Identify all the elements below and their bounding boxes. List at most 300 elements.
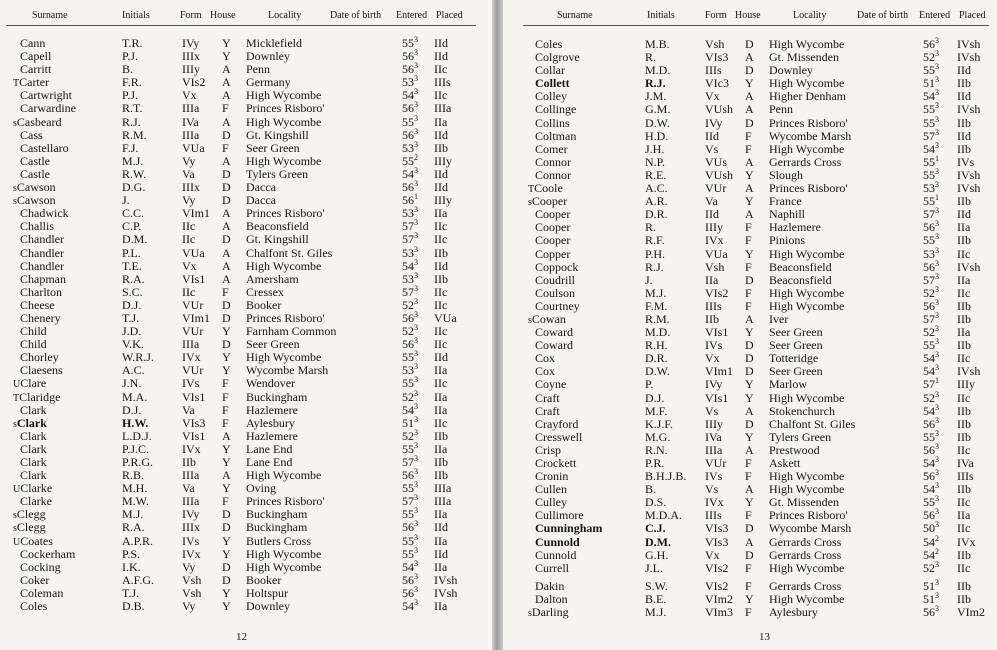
surname: Casbeard xyxy=(16,114,62,129)
initials: M.W. xyxy=(122,494,149,509)
initials: R.J. xyxy=(645,76,666,91)
surname: Coleman xyxy=(20,585,64,600)
form: Vy xyxy=(182,153,196,168)
form: IIIa xyxy=(182,337,200,352)
entered-term: 3 xyxy=(935,140,939,150)
initials: J.H. xyxy=(645,141,665,156)
surname: Clarke xyxy=(20,481,53,496)
status-prefix: s xyxy=(13,418,17,430)
surname: Capell xyxy=(20,49,52,64)
locality: Chalfont St. Giles xyxy=(769,416,856,431)
status-prefix: s xyxy=(528,314,532,326)
form: IVs xyxy=(182,376,200,391)
locality: High Wycombe xyxy=(769,76,845,91)
house: Y xyxy=(222,324,231,339)
surname: Crayford xyxy=(535,416,579,431)
form: IVa xyxy=(182,114,199,129)
house: F xyxy=(222,101,229,116)
column-header-row xyxy=(503,10,997,24)
locality: Pinions xyxy=(769,233,806,248)
placed: IVsh xyxy=(957,50,981,65)
form: IIIa xyxy=(182,127,200,142)
form: Vsh xyxy=(705,37,725,51)
locality: Lane End xyxy=(246,441,293,456)
entered-term: 3 xyxy=(414,270,418,280)
entered-term: 3 xyxy=(414,349,418,359)
entered-year: 52 xyxy=(402,324,414,339)
initials: M.D.A. xyxy=(645,508,683,523)
form: IVx xyxy=(182,441,201,456)
initials: A.R. xyxy=(645,194,668,209)
locality: Iver xyxy=(769,311,789,326)
page-number: 12 xyxy=(236,631,247,643)
form: IIIy xyxy=(705,220,723,235)
entered-term: 3 xyxy=(414,257,418,267)
placed: IVsh xyxy=(957,364,981,379)
form: VIm1 xyxy=(182,206,210,221)
entered-year: 55 xyxy=(923,194,935,209)
house: D xyxy=(745,272,754,287)
entered-term: 1 xyxy=(935,193,939,203)
entered-term: 3 xyxy=(414,598,418,608)
placed: IVs xyxy=(957,154,975,169)
initials: D.B. xyxy=(122,599,145,614)
surname: Cresswell xyxy=(535,429,583,444)
surname: Cunnold xyxy=(535,534,580,549)
header-house: House xyxy=(210,10,236,21)
house: A xyxy=(222,75,231,90)
locality: Downley xyxy=(769,63,813,78)
initials: B. xyxy=(645,482,657,497)
form: IVy xyxy=(705,377,723,392)
entered-year: 55 xyxy=(402,481,414,496)
entered-term: 3 xyxy=(414,545,418,555)
surname: Cullen xyxy=(535,482,567,497)
register-row xyxy=(0,414,492,430)
locality: Penn xyxy=(769,102,793,117)
placed: IIa xyxy=(434,363,448,378)
entered-year: 55 xyxy=(923,154,935,169)
surname: Claesens xyxy=(20,363,63,378)
initials: R.H. xyxy=(645,338,668,353)
entered-term: 3 xyxy=(414,336,418,346)
entered-term: 3 xyxy=(414,309,418,319)
locality: Hazlemere xyxy=(246,428,298,443)
entered-year: 52 xyxy=(923,560,935,575)
initials: M.H. xyxy=(122,481,148,496)
house: Y xyxy=(745,390,754,405)
form: VUr xyxy=(705,181,727,196)
entered-term: 3 xyxy=(935,481,939,491)
house: Y xyxy=(222,481,231,496)
entered-year: 51 xyxy=(923,578,935,593)
placed: VIm2 xyxy=(957,605,985,620)
entered-term: 3 xyxy=(935,219,939,229)
placed: IVa xyxy=(957,456,974,470)
house: F xyxy=(745,508,752,523)
house: F xyxy=(745,259,752,274)
form: VIs3 xyxy=(705,521,729,536)
initials: V.K. xyxy=(122,337,144,352)
form: IIIy xyxy=(705,416,723,431)
initials: P.R.G. xyxy=(122,455,154,469)
initials: M.J. xyxy=(122,507,144,522)
entered-term: 3 xyxy=(414,558,418,568)
status-prefix: s xyxy=(13,183,17,195)
entered-year: 57 xyxy=(402,284,414,299)
placed: IIa xyxy=(434,599,448,614)
initials: A.F.G. xyxy=(122,572,155,587)
placed: IId xyxy=(434,36,448,50)
placed: IIIs xyxy=(957,469,974,484)
initials: D.G. xyxy=(122,180,146,195)
surname: Cocking xyxy=(20,559,61,574)
locality: High Wycombe xyxy=(246,350,322,365)
entered-term: 3 xyxy=(414,440,418,450)
initials: P.J.C. xyxy=(122,441,150,456)
entered-year: 56 xyxy=(923,508,935,523)
house: F xyxy=(222,140,229,155)
form: VUsh xyxy=(705,167,734,182)
surname: Coward xyxy=(535,325,573,340)
placed: IIc xyxy=(434,219,448,234)
surname: Child xyxy=(20,337,47,352)
form: Vx xyxy=(182,258,197,273)
house: A xyxy=(222,271,231,286)
placed: IId xyxy=(957,89,971,104)
entered-term: 3 xyxy=(414,139,418,149)
house: F xyxy=(745,605,752,620)
register-row xyxy=(0,233,492,246)
register-row xyxy=(0,296,492,312)
house: D xyxy=(222,520,231,535)
entered-year: 51 xyxy=(923,591,935,606)
form: VIc3 xyxy=(705,76,729,91)
header-surname: Surname xyxy=(557,10,593,21)
entered-term: 3 xyxy=(935,232,939,242)
initials: B. xyxy=(122,62,134,77)
house: D xyxy=(222,297,231,312)
entered-year: 53 xyxy=(402,75,414,90)
entered-term: 3 xyxy=(935,114,939,124)
entered-year: 54 xyxy=(402,88,414,103)
entered-year: 56 xyxy=(923,37,935,51)
placed: IIb xyxy=(957,403,971,418)
entered-term: 3 xyxy=(935,62,939,72)
surname: Collinge xyxy=(535,102,577,117)
house: D xyxy=(745,115,754,130)
entered-year: 53 xyxy=(402,363,414,378)
house: A xyxy=(222,468,231,483)
entered-year: 54 xyxy=(402,258,414,273)
placed: IIc xyxy=(957,560,971,575)
placed: IIIy xyxy=(434,153,452,168)
entered-term: 1 xyxy=(414,192,418,202)
locality: Gerrards Cross xyxy=(769,534,842,549)
surname: Colley xyxy=(535,89,567,104)
register-rows xyxy=(0,37,492,613)
register-row xyxy=(0,113,492,129)
locality: Beaconsfield xyxy=(246,219,309,234)
locality: Dacca xyxy=(246,193,276,208)
surname: Coates xyxy=(20,533,53,548)
locality: Seer Green xyxy=(246,337,300,352)
surname: Cawson xyxy=(16,193,56,208)
form: IIIa xyxy=(182,468,200,483)
entered-year: 56 xyxy=(402,337,414,352)
form: VUs xyxy=(705,154,728,169)
house: Y xyxy=(745,377,754,392)
entered-term: 3 xyxy=(935,559,939,569)
entered-year: 52 xyxy=(923,325,935,340)
house: F xyxy=(745,560,752,575)
locality: Wycombe Marsh xyxy=(769,521,852,536)
surname: Chapman xyxy=(20,271,66,286)
entered-term: 3 xyxy=(935,402,939,412)
locality: Gerrards Cross xyxy=(769,547,842,562)
form: Vx xyxy=(705,89,720,104)
placed: IId xyxy=(434,127,448,142)
house: Y xyxy=(745,591,754,606)
entered-year: 57 xyxy=(402,232,414,247)
entered-term: 3 xyxy=(935,577,939,587)
form: IVs xyxy=(705,469,723,484)
form: VIs2 xyxy=(705,285,729,300)
initials: J.M. xyxy=(645,89,667,104)
house: A xyxy=(222,88,231,103)
entered-year: 55 xyxy=(402,114,414,129)
entered-term: 3 xyxy=(935,49,939,59)
locality: High Wycombe xyxy=(246,114,322,129)
locality: Gt. Kingshill xyxy=(246,127,309,142)
register-row xyxy=(0,283,492,299)
entered-year: 52 xyxy=(923,50,935,65)
entered-term: 3 xyxy=(414,205,418,215)
left-page xyxy=(0,0,492,650)
entered-year: 55 xyxy=(923,495,935,510)
header-entered: Entered xyxy=(396,10,428,21)
form: Vsh xyxy=(705,259,725,274)
surname: Castellaro xyxy=(20,140,69,155)
surname-cell xyxy=(20,600,47,614)
surname: Connor xyxy=(535,154,571,169)
locality: Princes Risboro' xyxy=(246,494,325,509)
locality: Downley xyxy=(246,599,290,614)
entered-year: 56 xyxy=(402,62,414,77)
form: IId xyxy=(705,207,719,222)
surname: Claridge xyxy=(19,389,61,404)
initials: M.A. xyxy=(122,389,148,404)
surname: Chadwick xyxy=(20,206,69,221)
initials: R.M. xyxy=(645,311,670,326)
surname: Connor xyxy=(535,167,571,182)
placed: IIa xyxy=(434,206,448,221)
placed: IIa xyxy=(957,272,971,287)
entered-term: 3 xyxy=(935,520,939,530)
entered-year: 55 xyxy=(923,338,935,353)
house: Y xyxy=(745,495,754,510)
entered-year: 52 xyxy=(402,389,414,404)
locality: Beaconsfield xyxy=(769,272,832,287)
surname: Coulson xyxy=(535,285,576,300)
placed: IId xyxy=(434,350,448,365)
initials: H.D. xyxy=(645,128,669,143)
house: Y xyxy=(222,585,231,600)
locality: High Wycombe xyxy=(769,141,845,156)
header-placed: Placed xyxy=(436,10,463,21)
entered-term: 3 xyxy=(935,468,939,478)
surname: Cooper xyxy=(535,233,571,248)
entered-term: 3 xyxy=(414,480,418,490)
house: D xyxy=(222,180,231,195)
entered-year: 56 xyxy=(402,49,414,64)
status-prefix: s xyxy=(13,523,17,535)
house: D xyxy=(745,351,754,366)
locality: High Wycombe xyxy=(246,258,322,273)
surname: Castle xyxy=(20,166,50,181)
form: IIIa xyxy=(182,101,200,116)
house: F xyxy=(745,469,752,484)
locality: Dacca xyxy=(246,180,276,195)
locality: France xyxy=(769,194,802,209)
surname: Collar xyxy=(535,63,565,78)
locality: Chalfont St. Giles xyxy=(246,245,333,260)
placed: IVsh xyxy=(957,181,981,196)
house: D xyxy=(222,559,231,574)
entered-term: 2 xyxy=(414,152,418,162)
locality: Hazlemere xyxy=(246,402,298,417)
locality: Askett xyxy=(769,456,801,470)
house: Y xyxy=(745,167,754,182)
entered-term: 3 xyxy=(414,296,418,306)
placed: IIa xyxy=(957,508,971,523)
entered-year: 56 xyxy=(402,193,414,208)
placed: IIb xyxy=(957,311,971,326)
form: Vs xyxy=(705,403,719,418)
house: A xyxy=(745,50,754,65)
entered-year: 56 xyxy=(402,101,414,116)
locality: Gt. Missenden xyxy=(769,50,839,65)
placed: IIa xyxy=(434,402,448,417)
placed: IId xyxy=(957,128,971,143)
entered-year: 54 xyxy=(923,547,935,562)
surname: Chandler xyxy=(20,232,64,247)
surname: Cass xyxy=(20,127,43,142)
entered-year: 55 xyxy=(923,167,935,182)
initials: R.N. xyxy=(645,442,668,457)
locality: Tylers Green xyxy=(769,429,832,444)
house: D xyxy=(222,572,231,587)
house: A xyxy=(745,534,754,549)
locality: Downley xyxy=(246,49,290,64)
locality: Wendover xyxy=(246,376,296,391)
locality: Germany xyxy=(246,75,291,90)
house: Y xyxy=(222,533,231,548)
surname: Cheese xyxy=(20,297,55,312)
form: VIs3 xyxy=(182,415,206,430)
entered-year: 57 xyxy=(402,455,414,469)
header-date-of-birth: Date of birth xyxy=(330,10,382,21)
surname: Copper xyxy=(535,246,571,261)
entered-year: 57 xyxy=(923,272,935,287)
house: F xyxy=(745,578,752,593)
entered-year: 54 xyxy=(923,141,935,156)
entered-year: 55 xyxy=(402,533,414,548)
house: A xyxy=(745,89,754,104)
entered-year: 56 xyxy=(923,298,935,313)
status-prefix: T xyxy=(13,392,20,404)
entered-term: 3 xyxy=(414,48,418,58)
placed: IIc xyxy=(434,337,448,352)
form: VIs1 xyxy=(182,271,206,286)
initials: S.W. xyxy=(645,578,668,593)
placed: IIc xyxy=(434,415,448,430)
placed: IIc xyxy=(957,351,971,366)
entered-year: 56 xyxy=(402,572,414,587)
placed: IId xyxy=(434,49,448,64)
locality: High Wycombe xyxy=(769,37,845,51)
form: VUr xyxy=(182,297,204,312)
placed: IIIs xyxy=(434,75,451,90)
entered-term: 3 xyxy=(414,231,418,241)
form: VIm3 xyxy=(705,605,733,620)
surname: Courtney xyxy=(535,298,580,313)
locality: Hazlemere xyxy=(769,220,821,235)
form: IVx xyxy=(705,495,724,510)
form: VUa xyxy=(182,245,205,260)
header-form: Form xyxy=(180,10,202,21)
entered-term: 1 xyxy=(935,153,939,163)
form: IId xyxy=(705,128,719,143)
placed: IIc xyxy=(434,324,448,339)
locality: High Wycombe xyxy=(769,298,845,313)
book-gutter xyxy=(492,0,503,650)
entered-year: 55 xyxy=(923,102,935,117)
locality: High Wycombe xyxy=(769,482,845,497)
header-locality: Locality xyxy=(793,10,827,21)
locality: Prestwood xyxy=(769,442,820,457)
entered-year: 54 xyxy=(402,559,414,574)
placed: IIa xyxy=(434,533,448,548)
locality: Farnham Common xyxy=(246,324,337,339)
entered-year: 53 xyxy=(402,271,414,286)
entered-year: 52 xyxy=(402,428,414,443)
form: VUa xyxy=(705,246,728,261)
entered-year: 54 xyxy=(402,166,414,181)
entered-term: 3 xyxy=(414,532,418,542)
entered-term: 3 xyxy=(935,245,939,255)
register-row xyxy=(0,126,492,142)
placed: IIb xyxy=(957,233,971,248)
entered-term: 3 xyxy=(935,337,939,347)
initials: S.C. xyxy=(122,284,143,299)
initials: A.C. xyxy=(645,181,668,196)
initials: L.D.J. xyxy=(122,428,152,443)
form: IIIa xyxy=(182,494,200,509)
form: IIIy xyxy=(182,62,200,77)
entered-term: 3 xyxy=(935,604,939,614)
form: IIIx xyxy=(182,180,200,195)
entered-term: 3 xyxy=(935,36,939,45)
house: F xyxy=(222,415,229,430)
entered-term: 3 xyxy=(414,427,418,437)
form: IIIs xyxy=(705,508,722,523)
initials: J. xyxy=(645,272,653,287)
locality: Gt. Kingshill xyxy=(246,232,309,247)
form: IVx xyxy=(705,233,724,248)
register-row xyxy=(503,559,997,575)
entered-term: 3 xyxy=(414,126,418,136)
